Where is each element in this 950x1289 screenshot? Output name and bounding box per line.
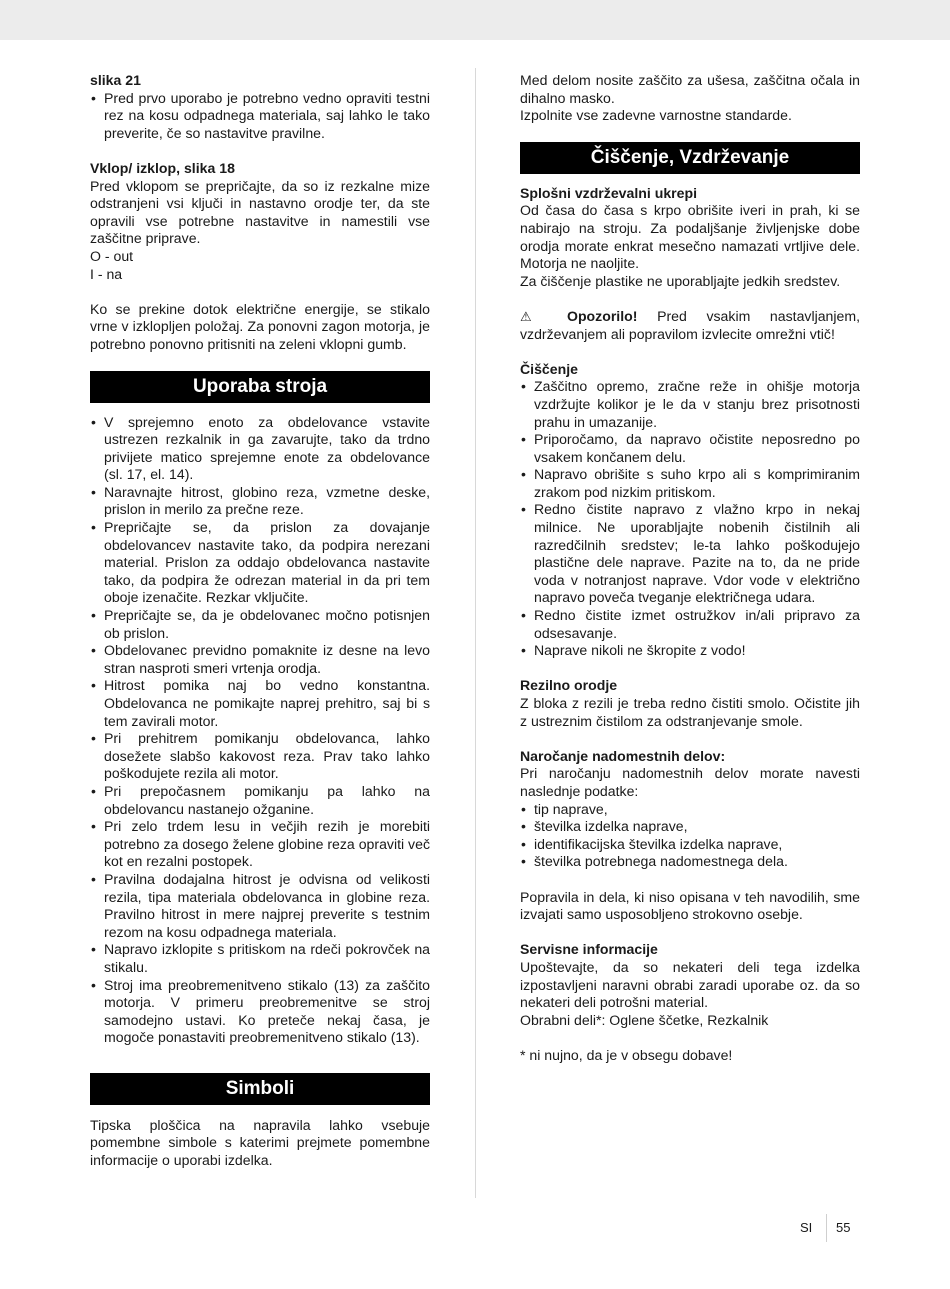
simboli-text: Tipska ploščica na napravila lahko vsebuje pomembne simbole s katerimi prejmete pomembne informacije o uporabi izdelka. bbox=[90, 1116, 430, 1169]
list-item: • Napravo izklopite s pritiskom na rdeči pokrovček na stikalu. bbox=[90, 941, 430, 976]
servisne-note: * ni nujno, da je v obsegu dobave! bbox=[520, 1046, 733, 1063]
language-code: SI bbox=[800, 1220, 813, 1235]
vklop-title: Vklop/ izklop, slika 18 bbox=[90, 159, 235, 176]
list-item: • Priporočamo, da napravo očistite neposredno po vsakem končanem delu. bbox=[520, 431, 860, 466]
section-heading-simboli: Simboli bbox=[90, 1073, 430, 1105]
splosni-title: Splošni vzdrževalni ukrepi bbox=[520, 184, 698, 201]
uporaba-list bbox=[90, 414, 430, 1047]
vklop-line-o: O - out bbox=[90, 247, 134, 264]
top-bar bbox=[0, 0, 950, 40]
section-heading-uporaba: Uporaba stroja bbox=[90, 371, 430, 403]
warning-icon: ⚠ bbox=[520, 308, 548, 324]
intro-text-2: Izpolnite vse zadevne varnostne standarde. bbox=[520, 107, 792, 124]
narocanje-text: Pri naročanju nadomestnih delov morate navesti naslednje podatke: bbox=[520, 765, 860, 799]
list-item: • Prepričajte se, da je obdelovanec močno potisnjen ob prislon. bbox=[90, 607, 430, 642]
servisne-text: Upoštevajte, da so nekateri deli tega izdelka izpostavljeni naravni obrabi zaradi uporabe oz. da so nekateri deli potrošni material. bbox=[520, 958, 860, 1011]
list-item: • V sprejemno enoto za obdelovance vstavite ustrezen rezkalnik in ga zavarujte, tako da trdno privijete matico sprejemne enote za obdelovance (sl. 17, el. 14). bbox=[90, 414, 430, 484]
narocanje-list bbox=[520, 801, 860, 871]
list-item: • Stroj ima preobremenitveno stikalo (13) za zaščito motorja. V primeru preobremenitve se stroj samodejno ustavi. Ko preteče nekaj časa, je mogoče ponastaviti preobremenitveno stikalo (13). bbox=[90, 977, 430, 1047]
slika21-title: slika 21 bbox=[90, 72, 141, 88]
list-item: • Napravo obrišite s suho krpo ali s komprimiranim zrakom pod nizkim pritiskom. bbox=[520, 466, 860, 501]
list-item: • Pravilna dodajalna hitrost je odvisna od velikosti rezila, tipa materiala obdelovanca in globine reza. Pravilno hitrost in mere najprej preverite s testnim rezom na kosu odpadnega materiala. bbox=[90, 871, 430, 941]
list-item: • Pri prehitrem pomikanju obdelovanca, lahko dosežete slabšo kakovost reza. Prav tako lahko poškodujete rezila ali motor. bbox=[90, 730, 430, 783]
section-heading-ciscenje: Čiščenje, Vzdrževanje bbox=[520, 142, 860, 174]
column-divider bbox=[475, 68, 476, 1198]
vklop-text2: Ko se prekine dotok električne energije, se stikalo vrne v izklopljen položaj. Za ponovni zagon motorja, je potrebno ponovno pritisniti na zeleni vklopni gumb. bbox=[90, 300, 430, 352]
ciscenje-title: Čiščenje bbox=[520, 360, 578, 377]
list-item: • Hitrost pomika naj bo vedno konstantna. Obdelovanca ne pomikajte naprej prehitro, saj bi s tem zavirali motor. bbox=[90, 677, 430, 730]
list-item: • številka potrebnega nadomestnega dela. bbox=[520, 853, 860, 871]
list-item: • Pri prepočasnem pomikanju pa lahko na obdelovancu nastanejo ožganine. bbox=[90, 783, 430, 818]
list-item: • Redno čistite izmet ostružkov in/ali pripravo za odsesavanje. bbox=[520, 607, 860, 642]
intro-text: Med delom nosite zaščito za ušesa, zaščitna očala in dihalno masko. bbox=[520, 72, 860, 106]
left-column bbox=[90, 72, 430, 1170]
servisne-text2: Obrabni deli*: Oglene ščetke, Rezkalnik bbox=[520, 1011, 769, 1028]
list-item: • identifikacijska številka izdelka naprave, bbox=[520, 836, 860, 854]
vklop-text: Pred vklopom se prepričajte, da so iz rezkalne mize odstranjeni vsi ključi in nastavno orodje ter, da ste opravili vse potrebne nastavitve in namestili vse zaščitne priprave. bbox=[90, 177, 430, 247]
list-item: • Redno čistite napravo z vlažno krpo in nekaj milnice. Ne uporabljajte nobenih čistilnih ali razredčilnih sredstev; le-ta lahko poškodujejo plastične dele naprave. Pazite na to, da ne pride voda v notranjost naprave. Vdor vode v električno napravo poveča tveganje električnega udara. bbox=[520, 501, 860, 607]
warning-paragraph bbox=[520, 308, 860, 343]
list-item: • Obdelovanec previdno pomaknite iz desne na levo stran nasproti smeri vrtenja orodja. bbox=[90, 642, 430, 677]
splosni-text: Od časa do časa s krpo obrišite iveri in prah, ki se nabirajo na stroju. Za podaljšanje življenjske dobe orodja morate enkrat mesečno namazati vrtljive dele. Motorja ne naoljite. bbox=[520, 202, 860, 272]
list-item: • Prepričajte se, da prislon za dovajanje obdelovancev nastavite tako, da podpira nerezani material. Prislon za oddajo obdelovanca nastavite tako, da podpira že odrezan material in da pri tem oboje izenačite. Rezkar vključite. bbox=[90, 519, 430, 607]
list-item: • Pred prvo uporabo je potrebno vedno opraviti testni rez na kosu odpadnega materiala, saj lahko le tako preverite, če so nastavitve pravilne. bbox=[90, 90, 430, 143]
rezilno-text: Z bloka z rezili je treba redno čistiti smolo. Očistite jih z ustreznim čistilom za odstranjevanje smole. bbox=[520, 695, 860, 729]
list-item: • Naravnajte hitrost, globino reza, vzmetne deske, prislon in merilo za prečne reze. bbox=[90, 484, 430, 519]
servisne-title: Servisne informacije bbox=[520, 941, 658, 958]
slika21-list bbox=[90, 90, 430, 143]
list-item: • tip naprave, bbox=[520, 801, 860, 819]
list-item: • Pri zelo trdem lesu in večjih rezih je morebiti potrebno za dosego želene globine reza opraviti več kot en rezalni postopek. bbox=[90, 818, 430, 871]
right-column bbox=[520, 72, 860, 1064]
ciscenje-list bbox=[520, 378, 860, 660]
splosni-text2: Za čiščenje plastike ne uporabljajte jedkih sredstev. bbox=[520, 272, 841, 289]
footer-divider bbox=[826, 1214, 827, 1242]
rezilno-title: Rezilno orodje bbox=[520, 677, 618, 694]
narocanje-title: Naročanje nadomestnih delov: bbox=[520, 747, 726, 764]
list-item: • Naprave nikoli ne škropite z vodo! bbox=[520, 642, 860, 660]
vklop-line-i: I - na bbox=[90, 265, 123, 282]
page-number: 55 bbox=[836, 1220, 851, 1235]
warning-label: Opozorilo! bbox=[566, 307, 638, 324]
list-item: • Zaščitno opremo, zračne reže in ohišje motorja vzdržujte kolikor je le da v stanju brez prisotnosti prahu in umazanije. bbox=[520, 378, 860, 431]
warning-text: Pred vsakim nastavljanjem, vzdrževanjem ali popravilom izvlecite omrežni vtič! bbox=[520, 307, 861, 342]
narocanje-text2: Popravila in dela, ki niso opisana v teh navodilih, sme izvajati samo usposobljeno strokovno osebje. bbox=[520, 888, 860, 923]
list-item: • številka izdelka naprave, bbox=[520, 818, 860, 836]
